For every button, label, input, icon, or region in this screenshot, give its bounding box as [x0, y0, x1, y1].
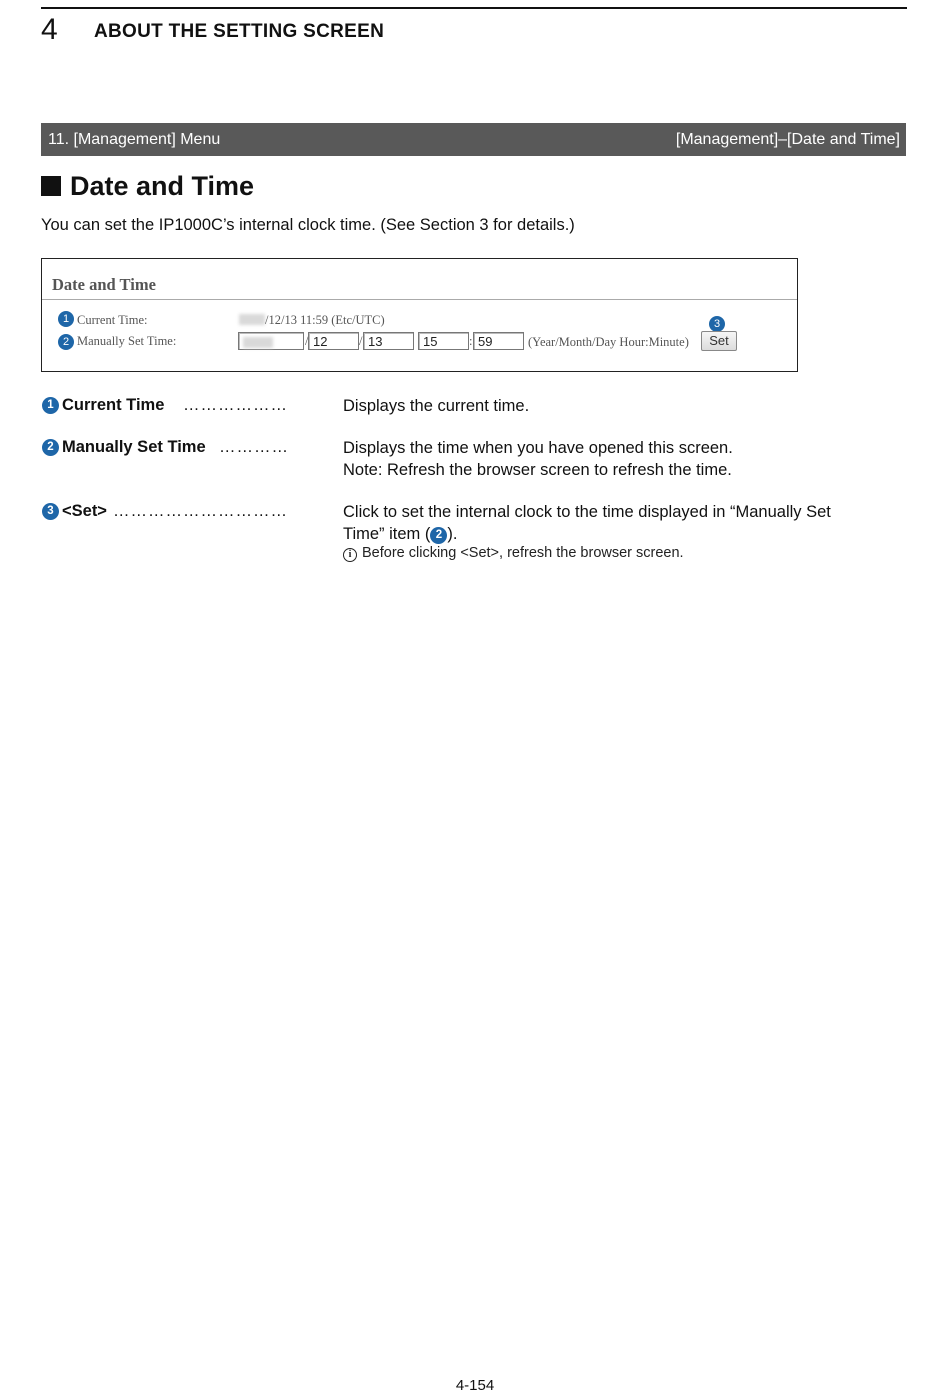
screenshot-title: Date and Time [52, 275, 156, 294]
month-field[interactable]: 12 [308, 332, 359, 350]
leader-dots-2: ………… [219, 438, 289, 456]
hour-field[interactable]: 15 [418, 332, 469, 350]
inline-badge-2: 2 [430, 527, 447, 544]
set-button[interactable]: Set [701, 331, 737, 351]
separator-slash-1: / [305, 334, 309, 348]
separator-slash-2: / [359, 334, 363, 348]
callout-badge-3: 3 [709, 316, 725, 332]
manually-set-time-label: Manually Set Time: [77, 334, 177, 348]
desc-set-2 [343, 523, 457, 545]
term-current-time: Current Time [62, 396, 165, 414]
settings-screenshot [41, 258, 798, 372]
page-number: 4-154 [455, 1377, 495, 1394]
callout-badge-1: 1 [58, 311, 74, 327]
square-bullet-icon [41, 176, 61, 196]
desc-set-1: Click to set the internal clock to the time displayed in “Manually Set [343, 503, 831, 521]
desc-current-time: Displays the current time. [343, 397, 530, 415]
separator-colon: : [469, 334, 473, 348]
callout-badge-2: 2 [58, 334, 74, 350]
current-time-value: /12/13 11:59 (Etc/UTC) [265, 313, 385, 327]
item-badge-1: 1 [42, 397, 59, 414]
info-icon: i [343, 548, 357, 562]
format-hint: (Year/Month/Day Hour:Minute) [528, 335, 689, 349]
set-note-text: Before clicking <Set>, refresh the browser screen. [362, 545, 684, 561]
redacted-year [239, 314, 265, 325]
desc-set-2-pre: Time” item ( [343, 525, 431, 543]
year-field[interactable] [238, 332, 304, 350]
section-bar [41, 123, 906, 156]
desc-manually-set-time-1: Displays the time when you have opened this screen. [343, 439, 733, 457]
intro-text: You can set the IP1000C’s internal clock time. (See Section 3 for details.) [41, 216, 575, 234]
minute-field[interactable]: 59 [473, 332, 524, 350]
set-note [343, 545, 684, 562]
day-field[interactable]: 13 [363, 332, 414, 350]
top-rule [41, 7, 907, 9]
desc-set-2-post: ). [447, 525, 458, 543]
section-bar-left: 11. [Management] Menu [48, 131, 221, 148]
term-manually-set-time: Manually Set Time [62, 438, 206, 456]
screenshot-divider [42, 299, 797, 300]
term-set: <Set> [62, 502, 107, 520]
heading-text: Date and Time [70, 171, 255, 201]
current-time-label: Current Time: [77, 313, 148, 327]
chapter-number: 4 [41, 13, 58, 46]
desc-manually-set-time-2: Note: Refresh the browser screen to refresh the time. [343, 461, 732, 479]
redacted-year-field [243, 337, 273, 348]
item-badge-2: 2 [42, 439, 59, 456]
leader-dots-1: ……………… [183, 396, 288, 414]
item-badge-3: 3 [42, 503, 59, 520]
page-heading [41, 169, 254, 203]
leader-dots-3: ………………………… [113, 502, 288, 520]
section-bar-right: [Management]–[Date and Time] [675, 131, 900, 148]
chapter-title: ABOUT THE SETTING SCREEN [94, 21, 385, 42]
